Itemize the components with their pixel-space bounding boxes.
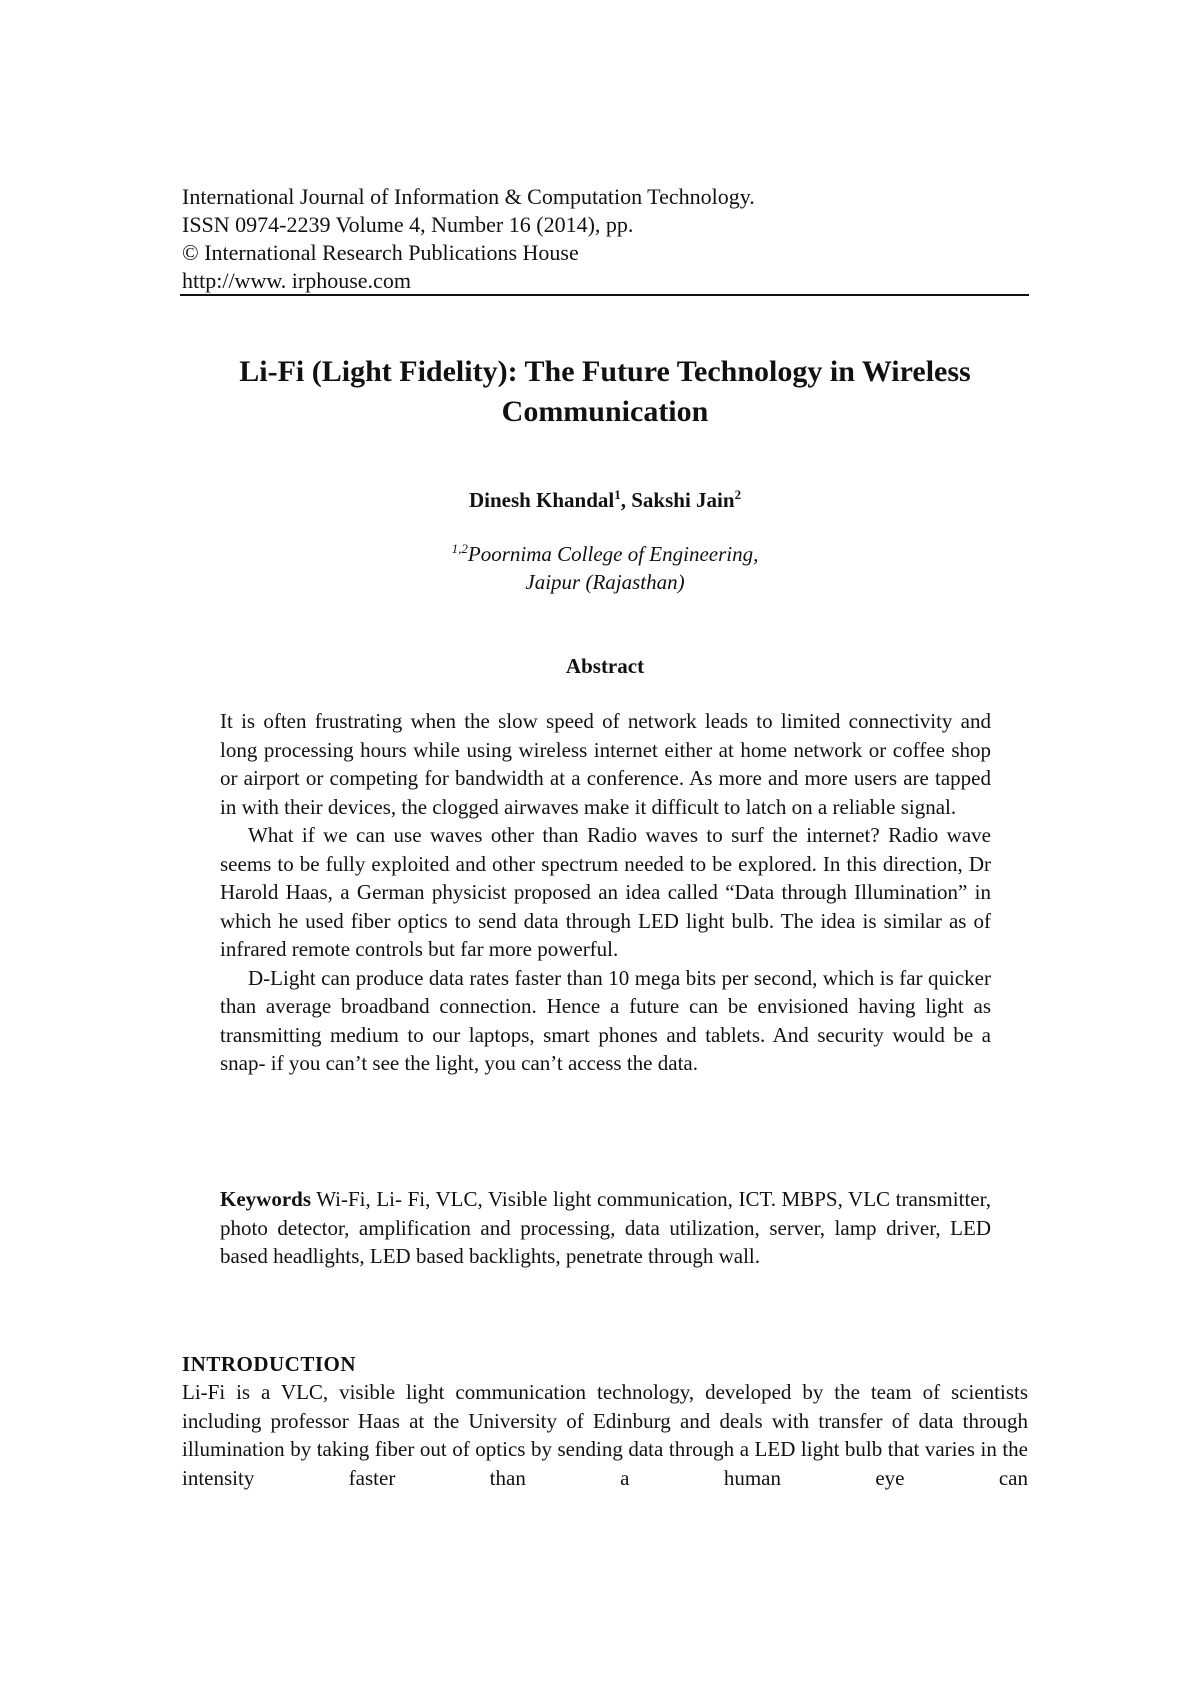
section-heading-introduction: INTRODUCTION bbox=[182, 1352, 357, 1376]
journal-issn: ISSN 0974-2239 Volume 4, Number 16 (2014), pp. bbox=[182, 212, 634, 237]
paper-title-line-2: Communication bbox=[501, 395, 709, 428]
author-affiliation-marker: 1 bbox=[614, 487, 621, 502]
abstract-paragraph: What if we can use waves other than Radio waves to surf the internet? Radio wave seems to be fully exploited and other spectrum needed to be explored. In this direction, Dr Harold Haas, a German physicist proposed an idea called “Data through Illumination” in which he used fiber optics to send data through LED light bulb. The idea is similar as of infrared remote controls but far more powerful. bbox=[220, 823, 991, 961]
journal-url: http://www. irphouse.com bbox=[182, 268, 411, 293]
paper-title-line-1: Li-Fi (Light Fidelity): The Future Technology in Wireless bbox=[239, 355, 971, 388]
paper-title bbox=[150, 352, 1060, 432]
author-affiliation-marker: 2 bbox=[734, 487, 742, 502]
journal-header bbox=[182, 183, 1028, 295]
keywords bbox=[220, 1185, 991, 1271]
abstract-heading: Abstract bbox=[565, 654, 645, 678]
header-divider bbox=[180, 294, 1029, 296]
journal-name: International Journal of Information & Computation Technology. bbox=[182, 184, 755, 209]
affiliation-line-1 bbox=[300, 540, 910, 568]
keywords-text: Wi-Fi, Li- Fi, VLC, Visible light communication, ICT. MBPS, VLC transmitter, photo detector, amplification and processing, data utilization, server, lamp driver, LED based headlights, LED based backlights, penetrate through wall. bbox=[220, 1187, 991, 1268]
author-name: Sakshi Jain bbox=[631, 488, 735, 512]
author-separator: , bbox=[620, 488, 632, 512]
abstract-paragraph: D-Light can produce data rates faster than 10 mega bits per second, which is far quicker than average broadband connection. Hence a future can be envisioned having light as transmitting medium to our laptops, smart phones and tablets. And security would be a snap- if you can’t see the light, you can’t access the data. bbox=[220, 965, 991, 1075]
author-list bbox=[300, 486, 910, 514]
journal-publisher: © International Research Publications House bbox=[182, 240, 579, 265]
keywords-label: Keywords bbox=[220, 1187, 311, 1211]
affiliation-marker: 1,2 bbox=[451, 541, 468, 556]
affiliation bbox=[300, 540, 910, 596]
introduction-paragraph: Li-Fi is a VLC, visible light communication technology, developed by the team of scientists including professor Haas at the University of Edinburg and deals with transfer of data through illumination by taking fiber out of optics by sending data through a LED light bulb that varies in the intensity faster than a human eye can bbox=[182, 1380, 1028, 1490]
author-name: Dinesh Khandal bbox=[468, 488, 615, 512]
affiliation-institution: Poornima College of Engineering, bbox=[467, 542, 759, 566]
affiliation-line-2: Jaipur (Rajasthan) bbox=[525, 570, 685, 594]
abstract-body bbox=[220, 707, 991, 1078]
abstract-paragraph: It is often frustrating when the slow speed of network leads to limited connectivity and long processing hours while using wireless internet either at home network or coffee shop or airport or competing for bandwidth at a conference. As more and more users are tapped in with their devices, the clogged airwaves make it difficult to latch on a reliable signal. bbox=[220, 709, 991, 819]
